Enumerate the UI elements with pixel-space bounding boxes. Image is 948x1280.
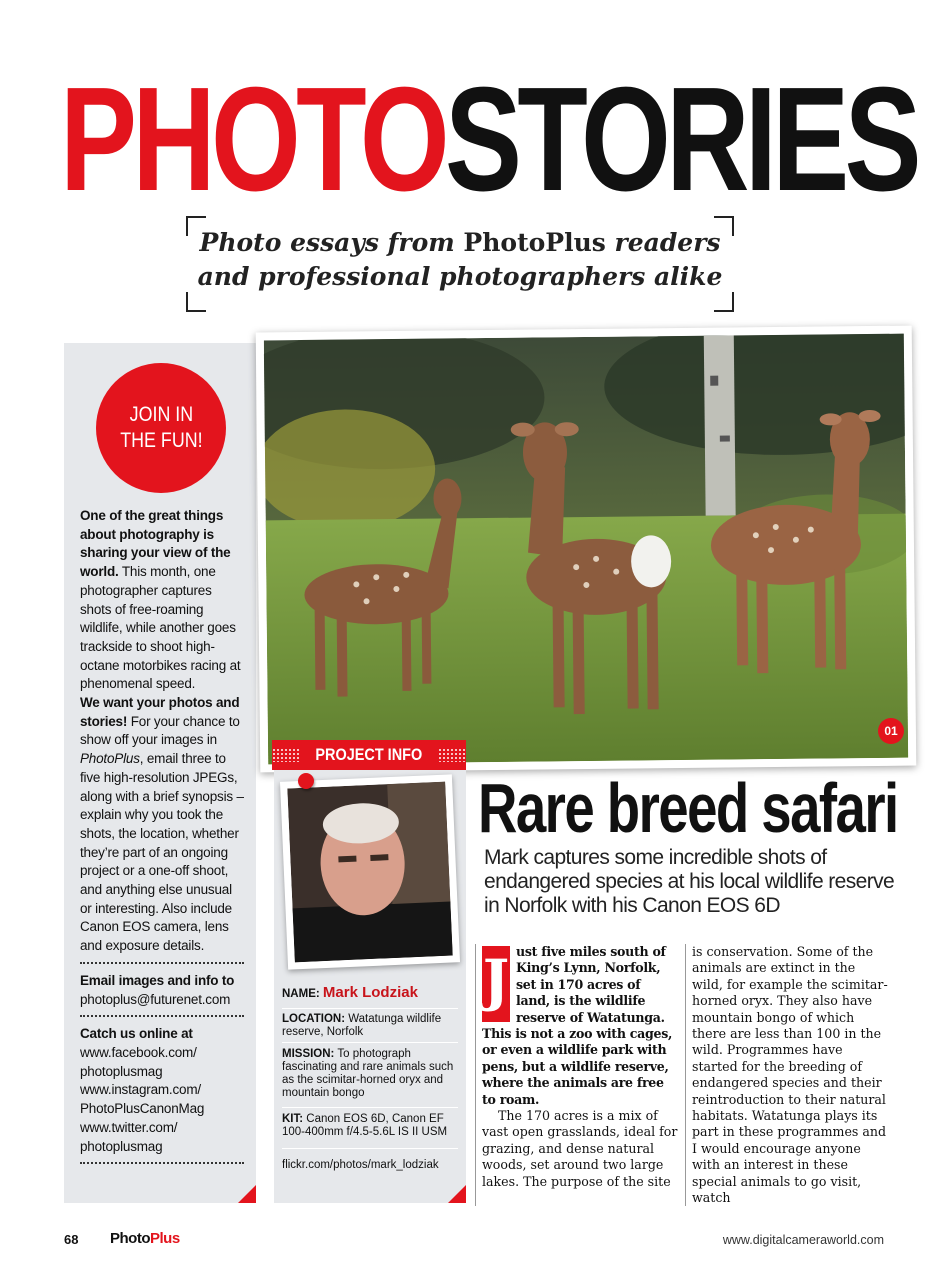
article-headline: Rare breed safari [478, 769, 898, 847]
pi-name-label: NAME: [282, 988, 320, 1000]
magazine-logo [110, 1230, 180, 1247]
sidebar-online-label: Catch us online at [80, 1026, 193, 1042]
link-instagram-cont[interactable]: PhotoPlusCanonMag [80, 1101, 205, 1117]
link-twitter-cont[interactable]: photoplusmag [80, 1138, 163, 1154]
pi-kit-value: Canon EOS 6D, Canon EF 100-400mm f/4.5-5.6L IS II USM [282, 1113, 448, 1138]
tagline [186, 216, 734, 312]
join-badge [96, 363, 226, 493]
column-rule [475, 944, 476, 1206]
divider [80, 1162, 244, 1164]
link-facebook[interactable]: www.facebook.com/ [80, 1044, 197, 1060]
article-lead: ust five miles south of King’s Lynn, Norfolk, set in 170 acres of land, is the wildlife reserve of Watatunga. This is not a zoo with cages, or even a wildlife park with pens, but a wildlife reserve, where the animals are free to roam. [482, 944, 673, 1107]
article-standfirst: Mark captures some incredible shots of endangered species at his local wildlife reserve in Norfolk with his Canon EOS 6D [484, 846, 895, 917]
divider [282, 1148, 458, 1149]
bracket-bottom-right [714, 292, 734, 312]
tagline-line2: and professional photographers alike [197, 262, 723, 291]
pi-name [282, 986, 458, 1001]
join-badge-line2: THE FUN! [119, 429, 203, 452]
divider [282, 1107, 458, 1108]
tagline-brand: PhotoPlus [463, 228, 606, 257]
article-paragraph: The 170 acres is a mix of vast open grasslands, ideal for grazing, and dense natural woods, set around two large lakes. The purpose of the site [482, 1108, 678, 1189]
footer-url[interactable]: www.digitalcameraworld.com [722, 1233, 884, 1247]
sidebar-join-panel [64, 343, 256, 1203]
pi-flickr[interactable]: flickr.com/photos/mark_lodziak [282, 1159, 439, 1171]
pi-name-value: Mark Lodziak [322, 984, 418, 1001]
main-photo-frame [256, 326, 917, 773]
divider [80, 1015, 244, 1017]
portrait-photo [287, 782, 452, 963]
pi-location-label: LOCATION: [282, 1013, 346, 1025]
masthead-photo: PHOTO [60, 57, 445, 222]
sidebar-intro-bold: One of the great things about photography is sharing your view of the world. [80, 508, 231, 580]
sidebar-cta-text-1: For your chance to show off your images in [80, 713, 240, 748]
link-twitter[interactable]: www.twitter.com/ [80, 1119, 178, 1135]
masthead-title [60, 57, 917, 222]
pi-location-value: Watatunga wildlife reserve, Norfolk [282, 1013, 442, 1038]
column-rule [685, 944, 686, 1206]
logo-plus: Plus [150, 1230, 180, 1247]
page-number: 68 [64, 1232, 79, 1247]
pi-location [282, 1013, 458, 1039]
link-facebook-cont[interactable]: photoplusmag [80, 1063, 163, 1079]
project-info-label: PROJECT INFO [315, 745, 423, 764]
divider [282, 1008, 458, 1009]
article-column-1 [482, 944, 678, 1190]
pi-mission-label: MISSION: [282, 1048, 335, 1060]
sidebar-email[interactable]: photoplus@futurenet.com [80, 991, 231, 1007]
link-instagram[interactable]: www.instagram.com/ [80, 1082, 201, 1098]
deer-photo [264, 334, 908, 765]
sidebar-cta-text-2: , email three to five high-resolution JPEGs, along with a brief synopsis – explain why you took the shots, the location, whether they’re part of an ongoing project or a one-off shoot, and anything else unusual or interesting. Also include Canon EOS camera, lens and exposure details. [80, 751, 244, 954]
sidebar-cta-brand: PhotoPlus [80, 751, 140, 767]
pin-icon [298, 773, 314, 789]
sidebar-email-label: Email images and info to [80, 972, 235, 988]
project-info-banner [272, 740, 466, 770]
tagline-pre: Photo essays from [199, 228, 464, 257]
pi-kit-label: KIT: [282, 1113, 304, 1125]
tagline-post: readers [605, 228, 721, 257]
tagline-text [186, 226, 734, 294]
article-column-2: is conservation. Some of the animals are extinct in the wild, for example the scimitar-horned oryx. They also have mountain bongo of which there are less than 100 in the wild. Programmes have started for the breeding of endangered species and their reintroduction to their natural habitats. Watatunga plays its part in these programmes and I would encourage anyone with an interest in these special animals to go visit, watch [692, 944, 888, 1206]
pi-kit [282, 1113, 458, 1139]
sidebar-cta-bold: We want your photos and stories! [80, 695, 240, 729]
pi-mission [282, 1048, 458, 1100]
banner-pattern [272, 748, 300, 762]
panel-corner-mark [448, 1185, 466, 1203]
drop-cap: J [482, 946, 510, 1022]
divider [80, 962, 244, 964]
logo-photo: Photo [110, 1230, 150, 1247]
join-badge-line1: JOIN IN [129, 403, 193, 426]
banner-pattern [438, 748, 466, 762]
pi-mission-value: To photograph fascinating and rare animals such as the scimitar-horned oryx and mountain bongo [282, 1048, 454, 1099]
photo-number-badge: 01 [878, 718, 904, 744]
panel-corner-mark [238, 1185, 256, 1203]
sidebar-intro-text: This month, one photographer captures shots of free-roaming wildlife, while another goes trackside to shoot high-octane motorbikes racing at phenomenal speed. [80, 564, 241, 692]
masthead-stories: STORIES [444, 57, 917, 222]
bracket-bottom-left [186, 292, 206, 312]
divider [282, 1042, 458, 1043]
portrait-frame [280, 774, 460, 969]
sidebar-body [80, 507, 244, 1172]
